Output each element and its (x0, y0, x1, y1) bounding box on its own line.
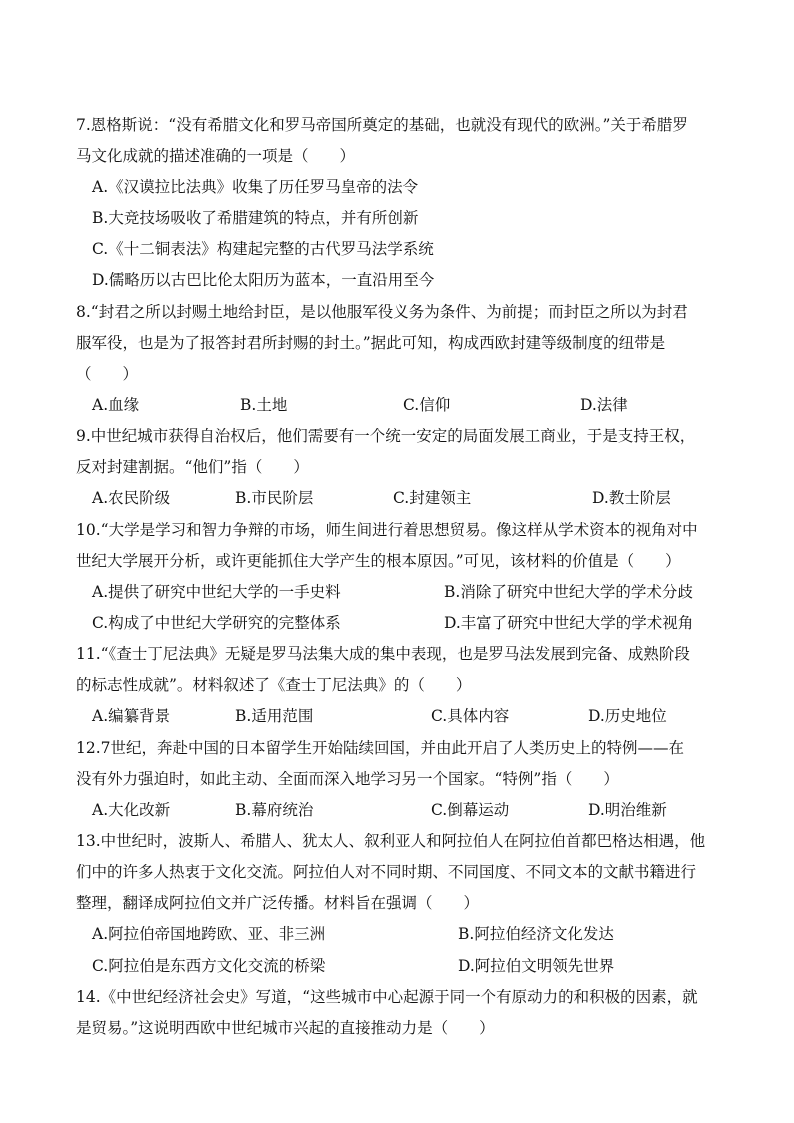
q11-stem-line-2: 的标志性成就”。材料叙述了《查士丁尼法典》的（ ） (76, 676, 472, 694)
q8-option-c: C.信仰 (403, 396, 451, 414)
q11-option-d: D.历史地位 (588, 707, 667, 725)
q9-option-c: C.封建领主 (393, 489, 472, 507)
q11-stem-line-1: 11.“《查士丁尼法典》无疑是罗马法集大成的集中表现，也是罗马法发展到完备、成熟阶段 (76, 645, 690, 663)
q13-option-d: D.阿拉伯文明领先世界 (458, 957, 615, 975)
q12-stem-line-2: 没有外力强迫时，如此主动、全面而深入地学习另一个国家。“特例”指（ ） (76, 770, 619, 788)
q11-option-c: C.具体内容 (431, 707, 510, 725)
q12-option-c: C.倒幕运动 (431, 801, 510, 819)
q7-stem-line-2: 马文化成就的描述准确的一项是（ ） (76, 147, 356, 165)
q8-stem-line-2: 服军役，也是为了报答封君所封赐的封土。”据此可知，构成西欧封建等级制度的纽带是 (76, 334, 666, 352)
q13-option-a: A.阿拉伯帝国地跨欧、亚、非三洲 (92, 925, 326, 943)
q8-option-a: A.血缘 (92, 396, 140, 414)
q10-option-d: D.丰富了研究中世纪大学的学术视角 (444, 614, 694, 632)
q9-stem-line-2: 反对封建割据。“他们”指（ ） (76, 458, 309, 476)
q13-stem-line-2: 们中的许多人热衷于文化交流。阿拉伯人对不同时期、不同国度、不同文本的文献书籍进行 (76, 863, 697, 881)
q14-stem-line-1: 14.《中世纪经济社会史》写道，“这些城市中心起源于同一个有原动力的和积极的因素，就 (76, 988, 698, 1006)
q7-stem-line-1: 7.恩格斯说：“没有希腊文化和罗马帝国所奠定的基础，也就没有现代的欧洲。”关于希腊罗 (76, 116, 688, 134)
q10-option-b: B.消除了研究中世纪大学的学术分歧 (444, 583, 693, 601)
q12-option-d: D.明治维新 (588, 801, 667, 819)
q12-option-a: A.大化改新 (92, 801, 171, 819)
q13-option-b: B.阿拉伯经济文化发达 (458, 925, 614, 943)
q10-option-a: A.提供了研究中世纪大学的一手史料 (92, 583, 341, 601)
q10-option-c: C.构成了中世纪大学研究的完整体系 (92, 614, 341, 632)
q10-stem-line-1: 10.“大学是学习和智力争辩的市场，师生间进行着思想贸易。像这样从学术资本的视角对中 (76, 521, 698, 539)
q8-option-b: B.土地 (240, 396, 288, 414)
q8-option-d: D.法律 (580, 396, 628, 414)
q9-stem-line-1: 9.中世纪城市获得自治权后，他们需要有一个统一安定的局面发展工商业，于是支持王权， (76, 427, 696, 445)
q9-option-b: B.市民阶层 (235, 489, 314, 507)
q9-option-a: A.农民阶级 (92, 489, 171, 507)
q13-stem-line-3: 整理，翻译成阿拉伯文并广泛传播。材料旨在强调（ ） (76, 894, 480, 912)
q10-stem-line-2: 世纪大学展开分析，或许更能抓住大学产生的根本原因。”可见，该材料的价值是（ ） (76, 552, 681, 570)
q9-option-d: D.教士阶层 (592, 489, 671, 507)
q7-option-b: B.大竞技场吸收了希腊建筑的特点，并有所创新 (92, 209, 419, 227)
q13-option-c: C.阿拉伯是东西方文化交流的桥梁 (92, 957, 326, 975)
q7-option-c: C.《十二铜表法》构建起完整的古代罗马法学系统 (92, 240, 434, 258)
q8-stem-line-3: （ ） (76, 365, 139, 383)
q12-stem-line-1: 12.7世纪，奔赴中国的日本留学生开始陆续回国，并由此开启了人类历史上的特例——在 (76, 739, 685, 757)
q7-option-a: A.《汉谟拉比法典》收集了历任罗马皇帝的法令 (92, 178, 419, 196)
q13-stem-line-1: 13.中世纪时，波斯人、希腊人、犹太人、叙利亚人和阿拉伯人在阿拉伯首都巴格达相遇，他 (76, 832, 706, 850)
q7-option-d: D.儒略历以古巴比伦太阳历为蓝本，一直沿用至今 (92, 271, 435, 289)
q11-option-b: B.适用范围 (235, 707, 314, 725)
q11-option-a: A.编纂背景 (92, 707, 171, 725)
q12-option-b: B.幕府统治 (235, 801, 314, 819)
q14-stem-line-2: 是贸易。”这说明西欧中世纪城市兴起的直接推动力是（ ） (76, 1019, 495, 1037)
q8-stem-line-1: 8.“封君之所以封赐土地给封臣，是以他服军役义务为条件、为前提；而封臣之所以为封君 (76, 303, 688, 321)
